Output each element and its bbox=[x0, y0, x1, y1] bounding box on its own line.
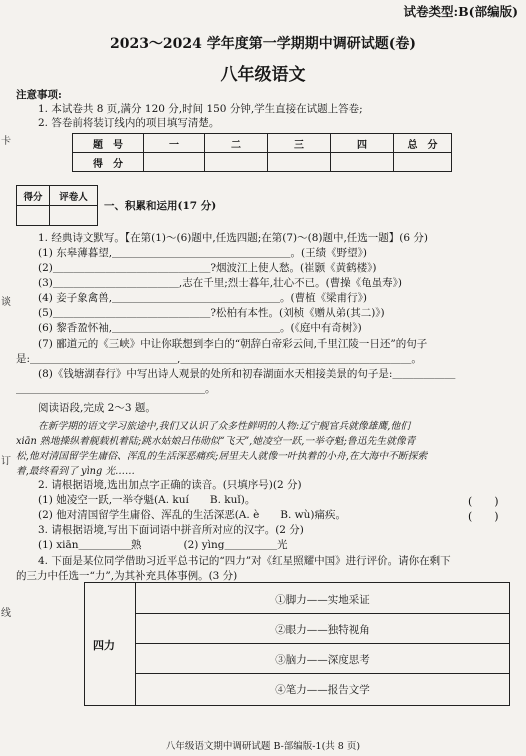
score-header-cell: 总 分 bbox=[394, 134, 452, 153]
score-header-cell: 四 bbox=[331, 134, 394, 153]
subject-title: 八年级语文 bbox=[220, 65, 306, 85]
score-input-cell[interactable] bbox=[394, 153, 452, 172]
passage-line: 着,最终看到了 yìng 光…… bbox=[16, 466, 135, 477]
page-footer: 八年级语文期中调研试题 B-部编版-1(共 8 页) bbox=[165, 741, 361, 752]
q2-item: (2) 他对清国留学生庸俗、浑乱的生活深恶(A. è B. wù)痛疾。 bbox=[38, 509, 347, 521]
grader-name-label: 评卷人 bbox=[50, 186, 98, 206]
note-item: 1. 本试卷共 8 页,满分 120 分,时间 150 分钟,学生直接在试题上答卷; bbox=[38, 103, 363, 115]
q2-item: (1) 她凌空一跃,一举夺魁(A. kuí B. kuǐ)。 bbox=[38, 494, 256, 506]
four-powers-label-cell bbox=[85, 583, 136, 705]
score-header-cell: 三 bbox=[268, 134, 331, 153]
reading-intro: 阅读语段,完成 2～3 题。 bbox=[38, 402, 156, 414]
score-header-cell: 题 号 bbox=[73, 134, 144, 153]
q3-line: (1) xiān＿＿＿＿＿熟 (2) yìng＿＿＿＿＿光 bbox=[38, 539, 288, 551]
question-stem: 4. 下面是某位同学借助习近平总书记的“四力”对《红星照耀中国》进行评价。请你在剩下 bbox=[38, 555, 451, 567]
recitation-line: ＿＿＿＿＿＿＿＿＿＿＿＿＿＿＿＿＿＿。 bbox=[16, 383, 216, 395]
power-item: ③脑力——深度思考 bbox=[275, 654, 370, 666]
power-row bbox=[136, 613, 509, 644]
power-item: ①脚力——实地采证 bbox=[275, 594, 370, 606]
margin-mark: 订 bbox=[1, 456, 11, 467]
recitation-line: (8)《钱塘湖春行》中写出诗人观景的处所和初春湖面水天相接美景的句子是:＿＿＿＿＿＿ bbox=[38, 368, 456, 380]
score-row-label: 得 分 bbox=[73, 153, 144, 172]
notes-heading: 注意事项: bbox=[16, 89, 62, 101]
paper-type-label: 试卷类型:B(部编版) bbox=[403, 4, 518, 19]
score-header-cell: 一 bbox=[144, 134, 205, 153]
grader-score-cell[interactable] bbox=[17, 206, 50, 226]
section-title: 一、积累和运用(17 分) bbox=[104, 200, 217, 212]
power-row bbox=[136, 673, 509, 703]
passage-line: xiān 熟地操纵着舰载机着陆;跳水姑娘吕伟勋似“飞天”,她凌空一跃,一举夺魁;鲁迅先生就像青 bbox=[16, 436, 416, 447]
recitation-line: (2)＿＿＿＿＿＿＿＿＿＿＿＿＿＿＿?烟波江上使人愁。(崔颢《黄鹤楼》) bbox=[38, 262, 377, 274]
question-stem: 1. 经典诗文默写。【在第(1)～(6)题中,任选四题;在第(7)～(8)题中,任选一题】(6 分) bbox=[38, 232, 429, 244]
answer-paren[interactable]: ( ) bbox=[468, 495, 499, 508]
power-row bbox=[136, 583, 509, 614]
exam-title: 2023～2024 学年度第一学期期中调研试题(卷) bbox=[109, 36, 417, 52]
passage-line: 在新学期的语文学习旅途中,我们又认识了众多性鲜明的人物:辽宁舰官兵就像雄鹰,他们 bbox=[38, 421, 411, 432]
score-input-cell[interactable] bbox=[268, 153, 331, 172]
grader-score-label: 得分 bbox=[17, 186, 50, 206]
recitation-line: (6) 黎香盈怀袖,＿＿＿＿＿＿＿＿＿＿＿＿＿＿＿＿。(《庭中有奇树》) bbox=[38, 322, 362, 334]
score-input-cell[interactable] bbox=[144, 153, 205, 172]
four-powers-table bbox=[84, 582, 510, 706]
grader-box bbox=[16, 185, 98, 226]
recitation-line: (7) 郦道元的《三峡》中让你联想到李白的“朝辞白帝彩云间,千里江陵一日还”的句子 bbox=[38, 338, 428, 350]
score-header-cell: 二 bbox=[205, 134, 268, 153]
answer-paren[interactable]: ( ) bbox=[468, 510, 499, 523]
four-powers-label: 四力 bbox=[93, 639, 115, 652]
recitation-line: 是:＿＿＿＿＿＿＿＿＿＿＿＿＿＿,＿＿＿＿＿＿＿＿＿＿＿＿＿＿＿＿＿＿＿＿＿＿。 bbox=[16, 353, 422, 365]
margin-mark: 线 bbox=[1, 608, 11, 619]
question-stem: 3. 请根据语境,写出下面词语中拼音所对应的汉字。(2 分) bbox=[38, 524, 304, 536]
margin-mark: 谈 bbox=[1, 297, 11, 308]
recitation-line: (3)＿＿＿＿＿＿＿＿＿＿＿＿,志在千里;烈士暮年,壮心不已。(曹操《龟虽寿》) bbox=[38, 277, 403, 289]
power-row bbox=[136, 643, 509, 674]
question-stem: 的三力中任选一“力”,为其补充具体事例。(3 分) bbox=[16, 570, 238, 582]
recitation-line: (5)＿＿＿＿＿＿＿＿＿＿＿＿＿＿＿?松柏有本性。(刘桢《赠从弟(其二)》) bbox=[38, 307, 385, 319]
note-item: 2. 答卷前将装订线内的项目填写清楚。 bbox=[38, 117, 220, 129]
score-input-cell[interactable] bbox=[331, 153, 394, 172]
score-input-cell[interactable] bbox=[205, 153, 268, 172]
margin-mark: 卡 bbox=[1, 136, 11, 147]
score-table bbox=[72, 133, 452, 172]
passage-line: 松,他对清国留学生庸俗、浑乱的生活深恶痛疾;居里夫人就像一叶执着的小舟,在大海中不断探索 bbox=[16, 451, 428, 462]
grader-name-cell[interactable] bbox=[50, 206, 98, 226]
power-item: ②眼力——独特视角 bbox=[275, 624, 370, 636]
question-stem: 2. 请根据语境,选出加点字正确的读音。(只填序号)(2 分) bbox=[38, 479, 302, 491]
recitation-line: (4) 妾子象禽兽,＿＿＿＿＿＿＿＿＿＿＿＿＿＿＿＿。(曹植《梁甫行》) bbox=[38, 292, 367, 304]
recitation-line: (1) 东皋薄暮望,＿＿＿＿＿＿＿＿＿＿＿＿＿＿＿＿＿。(王绩《野望》) bbox=[38, 247, 367, 259]
power-item: ④笔力——报告文学 bbox=[275, 684, 370, 696]
